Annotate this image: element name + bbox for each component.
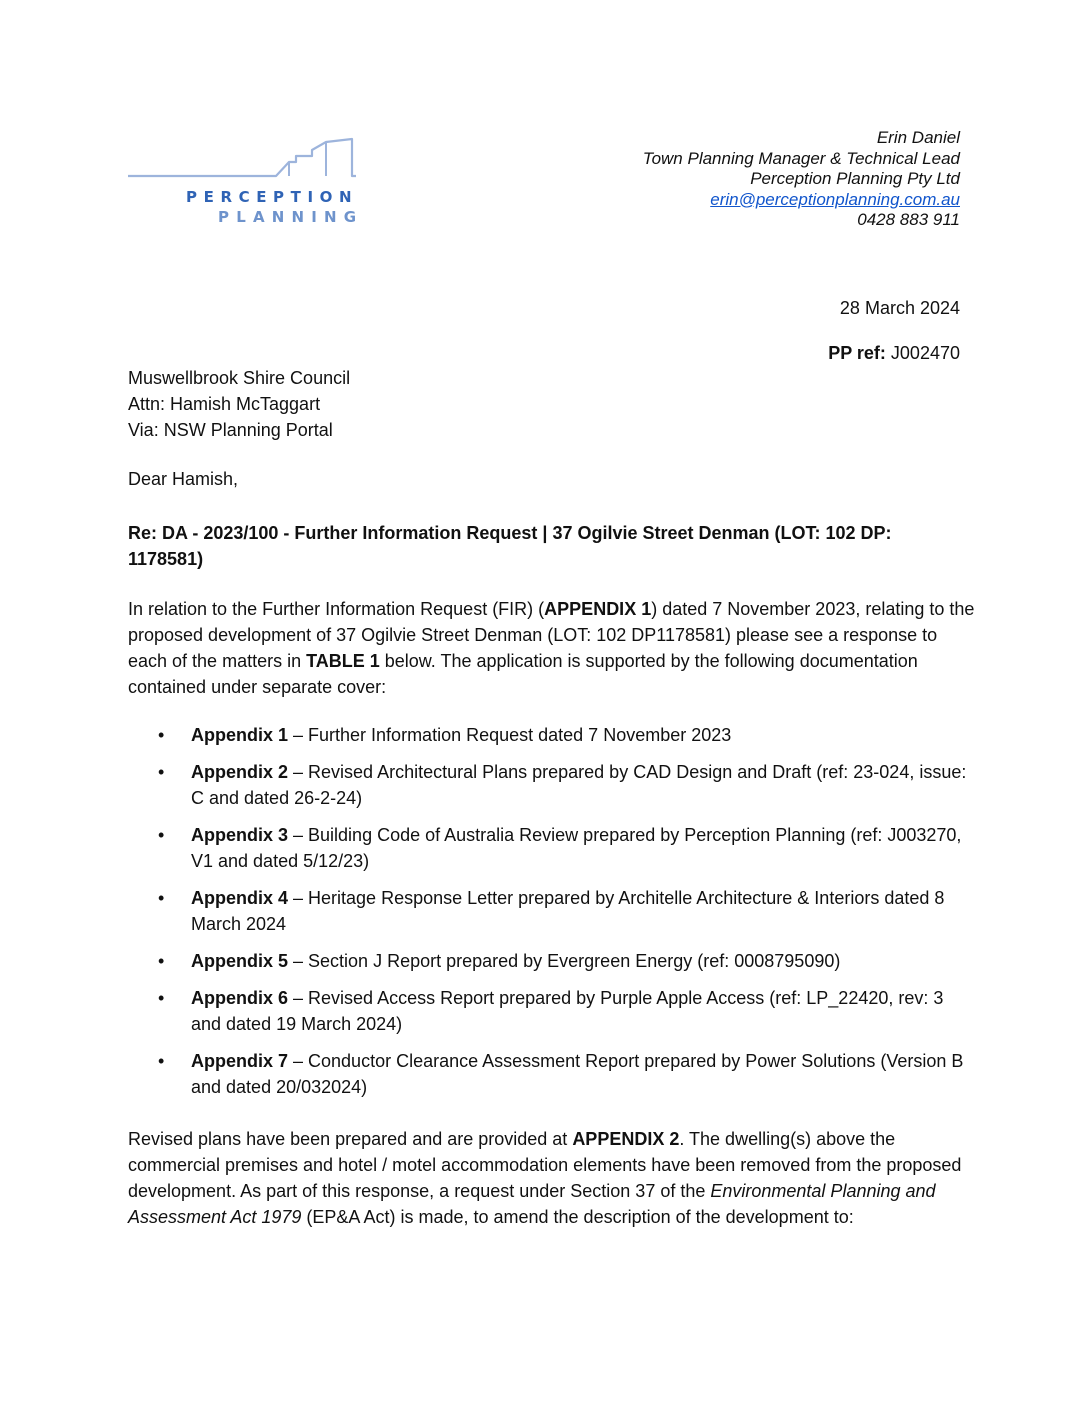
recipient-organisation: Muswellbrook Shire Council <box>128 368 351 388</box>
list-item <box>128 759 978 811</box>
sender-block <box>643 128 960 231</box>
intro-text-2: ) dated 7 November 2023, relating to the proposed development of 37 Ogilvie Street Denman (LOT: 102 DP1178581) please see a response to each of the matters in <box>128 599 975 671</box>
intro-paragraph <box>128 596 978 700</box>
appendix-label: Appendix 3 <box>191 825 289 845</box>
skyline-logo-icon <box>126 136 356 196</box>
appendix-label: Appendix 7 <box>191 1051 289 1071</box>
intro-text-3: below. The application is supported by the following documentation contained under separate cover: <box>128 651 918 697</box>
bullet-icon: • <box>158 1051 165 1071</box>
sender-email-link[interactable]: erin@perceptionplanning.com.au <box>710 189 960 209</box>
revised-text-3: (EP&A Act) is made, to amend the description of the development to: <box>301 1207 854 1227</box>
logo-text-perception: PERCEPTION <box>186 188 359 206</box>
appendix-text: – Revised Architectural Plans prepared by CAD Design and Draft (ref: 23-024, issue: C and dated 26-2-24) <box>191 762 967 808</box>
appendix-label: Appendix 4 <box>191 888 289 908</box>
appendix-text: – Further Information Request dated 7 November 2023 <box>288 725 732 745</box>
salutation: Dear Hamish, <box>128 469 239 489</box>
revised-text-1: Revised plans have been prepared and are provided at <box>128 1129 573 1149</box>
sender-title: Town Planning Manager & Technical Lead <box>642 148 960 168</box>
intro-bold-table-1: TABLE 1 <box>306 651 380 671</box>
pp-ref-value: J002470 <box>885 343 960 363</box>
bullet-icon: • <box>158 988 165 1008</box>
subject-line: Re: DA - 2023/100 - Further Information Request | 37 Ogilvie Street Denman (LOT: 102 DP: 1178581) <box>128 523 892 569</box>
appendix-label: Appendix 6 <box>191 988 289 1008</box>
appendix-list <box>128 722 978 1111</box>
appendix-text: – Building Code of Australia Review prepared by Perception Planning (ref: J003270, V1 and dated 5/12/23) <box>191 825 962 871</box>
sender-company: Perception Planning Pty Ltd <box>750 169 960 188</box>
list-item <box>128 722 978 748</box>
bullet-icon: • <box>158 762 165 782</box>
pp-reference <box>828 343 960 364</box>
logo-text-planning: PLANNING <box>218 208 364 226</box>
appendix-text: – Conductor Clearance Assessment Report prepared by Power Solutions (Version B and dated 20/032024) <box>191 1051 964 1097</box>
appendix-label: Appendix 1 <box>191 725 289 745</box>
recipient-attention: Attn: Hamish McTaggart <box>128 394 321 414</box>
bullet-icon: • <box>158 888 165 908</box>
appendix-label: Appendix 2 <box>191 762 289 782</box>
sender-phone: 0428 883 911 <box>857 210 960 229</box>
appendix-text: – Section J Report prepared by Evergreen Energy (ref: 0008795090) <box>288 951 841 971</box>
recipient-via: Via: NSW Planning Portal <box>128 420 333 440</box>
bullet-icon: • <box>158 725 165 745</box>
list-item <box>128 1048 978 1100</box>
intro-text-1: In relation to the Further Information Request (FIR) ( <box>128 599 545 619</box>
recipient-block <box>128 365 350 443</box>
appendix-text: – Heritage Response Letter prepared by Architelle Architecture & Interiors dated 8 March 2024 <box>191 888 945 934</box>
intro-bold-appendix-1: APPENDIX 1 <box>544 599 652 619</box>
list-item <box>128 985 978 1037</box>
pp-ref-label: PP ref: <box>828 343 886 363</box>
perception-planning-logo <box>126 136 364 228</box>
bullet-icon: • <box>158 951 165 971</box>
revised-bold-appendix-2: APPENDIX 2 <box>572 1129 680 1149</box>
revised-italic-act-name: Environmental Planning and Assessment Act 1979 <box>128 1181 936 1227</box>
sender-name: Erin Daniel <box>876 128 960 147</box>
revised-plans-paragraph <box>128 1126 978 1230</box>
letter-date: 28 March 2024 <box>839 298 960 318</box>
revised-text-2: . The dwelling(s) above the commercial premises and hotel / motel accommodation elements have been removed from the proposed development. As part of this response, a request under Section 37 of the <box>128 1129 962 1201</box>
list-item <box>128 885 978 937</box>
appendix-label: Appendix 5 <box>191 951 289 971</box>
list-item <box>128 948 978 974</box>
appendix-text: – Revised Access Report prepared by Purple Apple Access (ref: LP_22420, rev: 3 and dated 19 March 2024) <box>191 988 944 1034</box>
list-item <box>128 822 978 874</box>
bullet-icon: • <box>158 825 165 845</box>
